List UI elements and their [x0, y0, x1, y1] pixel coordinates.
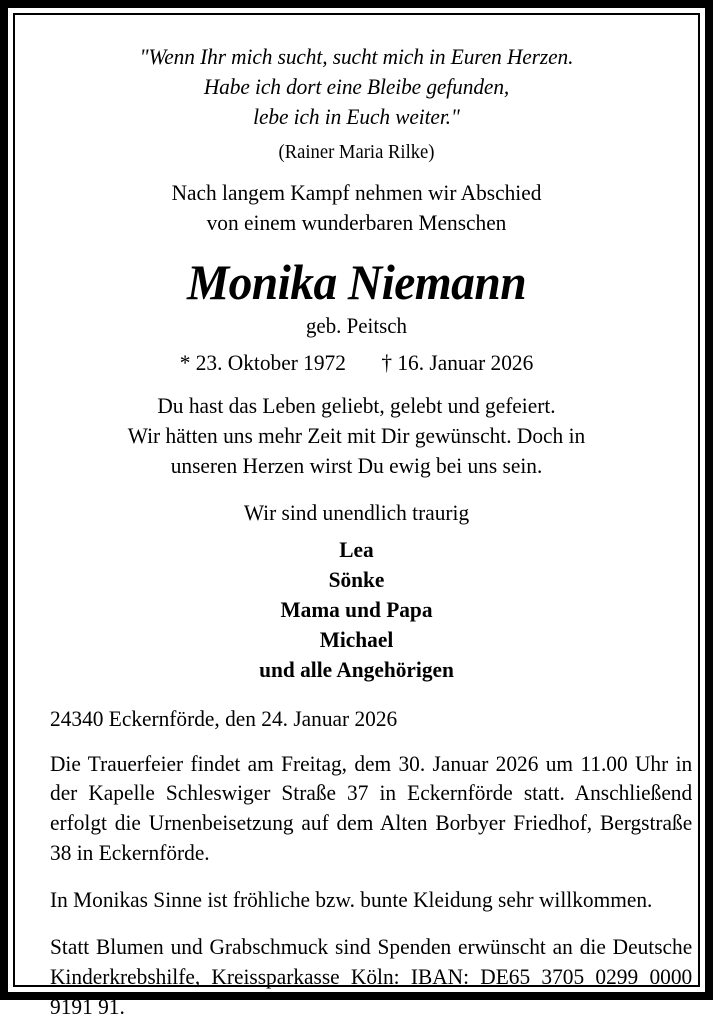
survivors-list	[52, 535, 661, 685]
verse-attribution: (Rainer Maria Rilke)	[278, 140, 435, 163]
memorial-verse	[52, 42, 661, 132]
birth-date: 23. Oktober 1972	[195, 350, 346, 375]
verse-line-2: Habe ich dort eine Bleibe gefunden,	[203, 73, 510, 99]
verse-line-1: "Wenn Ihr mich sucht, sucht mich in Euren Herzen.	[139, 44, 574, 69]
death-date: 16. Januar 2026	[397, 350, 534, 375]
memorial-line-1: Du hast das Leben geliebt, gelebt und gefeiert.	[157, 393, 556, 418]
dress-code-paragraph: In Monikas Sinne ist fröhliche bzw. bunte Kleidung sehr willkommen.	[50, 887, 653, 913]
memorial-line-3: unseren Herzen wirst Du ewig bei uns sein.	[170, 452, 543, 478]
intro-text	[52, 178, 661, 238]
intro-line-2: von einem wunderbaren Menschen	[206, 209, 507, 235]
survivor-name: Mama und Papa	[280, 596, 433, 622]
verse-line-3: lebe ich in Euch weiter."	[253, 103, 460, 129]
deceased-maiden-name: geb. Peitsch	[305, 312, 407, 338]
funeral-service-paragraph: Die Trauerfeier findet am Freitag, dem 30. Januar 2026 um 11.00 Uhr in der Kapelle Schleswiger Straße 37 in Eckernförde statt. Anschließend erfolgt die Urnenbeisetzung auf dem Alten Borbyer Friedhof, Bergstraße 38 in Eckernförde.	[50, 750, 693, 866]
life-dates	[52, 349, 661, 376]
survivor-name: und alle Angehörigen	[259, 656, 454, 682]
memorial-line-2: Wir hätten uns mehr Zeit mit Dir gewünscht. Doch in	[127, 422, 586, 448]
deceased-name: Monika Niemann	[186, 253, 527, 310]
death-symbol: †	[381, 350, 393, 375]
survivor-name: Sönke	[328, 566, 385, 592]
mourning-lead-text: Wir sind unendlich traurig	[243, 499, 470, 525]
place-and-date: 24340 Eckernförde, den 24. Januar 2026	[50, 705, 398, 731]
obituary-notice-inner-border	[13, 13, 700, 1019]
intro-line-1: Nach langem Kampf nehmen wir Abschied	[171, 179, 542, 205]
donations-paragraph: Statt Blumen und Grabschmuck sind Spenden erwünscht an die Deutsche Kinderkrebshilfe, Kreissparkasse Köln: IBAN: DE65 3705 0299 0000 9191 91.	[50, 934, 693, 1019]
survivor-name: Michael	[319, 626, 394, 652]
birth-symbol: *	[179, 350, 191, 375]
survivor-name: Lea	[339, 536, 374, 562]
obituary-content	[36, 42, 693, 1019]
memorial-text	[52, 391, 661, 481]
